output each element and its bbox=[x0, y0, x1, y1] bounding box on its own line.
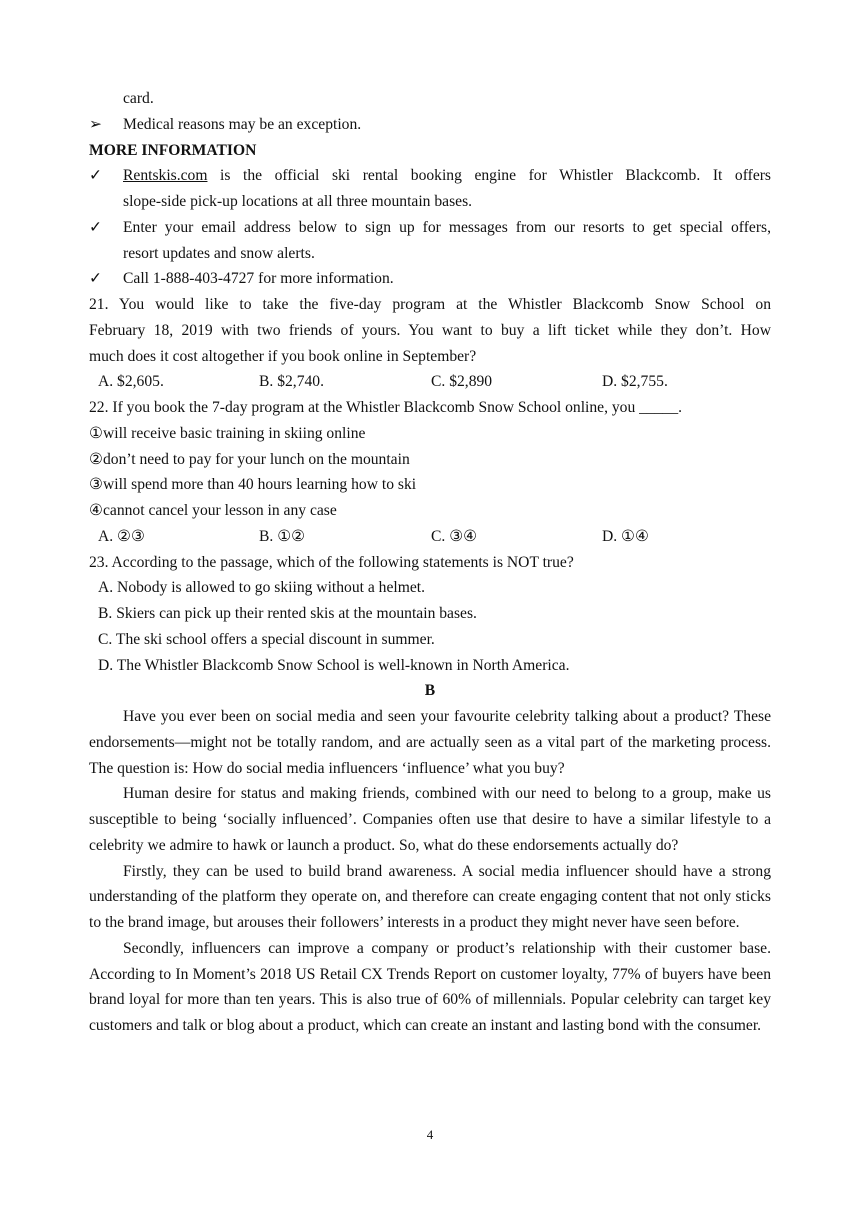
arrow-bullet-icon: ➢ bbox=[89, 115, 103, 133]
check-text-line: Call 1-888-403-4727 for more information. bbox=[123, 270, 394, 288]
rentskis-link[interactable]: Rentskis.com bbox=[123, 167, 208, 185]
check-text-line: Rentskis.com is the official ski rental booking engine for Whistler Blackcomb. It offers bbox=[123, 167, 771, 185]
option-d: D. The Whistler Blackcomb Snow School is well-known in North America. bbox=[98, 656, 570, 674]
check-item bbox=[89, 163, 771, 215]
checkmark-icon: ✓ bbox=[89, 270, 103, 288]
option-c: C. $2,890 bbox=[431, 373, 493, 391]
question-22-statement: ②don’t need to pay for your lunch on the mountain bbox=[89, 450, 410, 468]
option-d: D. ①④ bbox=[602, 527, 650, 545]
option-b: B. ①② bbox=[259, 527, 306, 545]
text-line: card. bbox=[123, 90, 154, 107]
check-text-line: Enter your email address below to sign up for messages from our resorts to get special offers, bbox=[123, 218, 771, 236]
bullet-text: Medical reasons may be an exception. bbox=[123, 115, 362, 133]
option-c: C. The ski school offers a special discount in summer. bbox=[98, 630, 435, 648]
question-22-stem: 22. If you book the 7-day program at the Whistler Blackcomb Snow School online, you _____. bbox=[89, 399, 683, 416]
question-22-statement: ③will spend more than 40 hours learning how to ski bbox=[89, 476, 417, 494]
passage-paragraph: Firstly, they can be used to build brand awareness. A social media influencer should have a strong understanding of the platform they operate on, and therefore can create engaging content that not only sticks to the brand image, but arouses their followers’ interests in a product they might never have seen before. bbox=[89, 862, 771, 931]
bullet-item bbox=[89, 112, 771, 138]
check-item bbox=[89, 266, 771, 292]
check-item bbox=[89, 215, 771, 267]
option-b: B. $2,740. bbox=[259, 373, 324, 391]
passage-paragraph: Secondly, influencers can improve a company or product’s relationship with their customer base. According to In Moment’s 2018 US Retail CX Trends Report on customer loyalty, 77% of buyers have been brand loyal for more than ten years. This is also true of 60% of millennials. Popular celebrity can target key customers and talk or blog about a product, which can create an instant and lasting bond with the consumer. bbox=[89, 939, 771, 1034]
question-22-statement: ①will receive basic training in skiing online bbox=[89, 424, 366, 442]
checkmark-icon: ✓ bbox=[89, 167, 103, 185]
option-c: C. ③④ bbox=[431, 527, 478, 545]
question-23-stem: 23. According to the passage, which of the following statements is NOT true? bbox=[89, 553, 574, 571]
question-22-options bbox=[89, 524, 771, 550]
section-b-heading: B bbox=[424, 682, 436, 700]
option-a: A. $2,605. bbox=[98, 373, 164, 391]
passage-paragraph: Have you ever been on social media and seen your favourite celebrity talking about a product? These endorsements—might not be totally random, and are actually seen as a vital part of the marketing process. The question is: How do social media influencers ‘influence’ what you buy? bbox=[89, 708, 771, 777]
section-heading: MORE INFORMATION bbox=[89, 141, 257, 159]
question-21-line: much does it cost altogether if you book online in September? bbox=[89, 347, 477, 365]
check-text-line: slope-side pick-up locations at all three mountain bases. bbox=[123, 193, 473, 210]
question-21-line: 21. You would like to take the five-day program at the Whistler Blackcomb Snow School on bbox=[89, 296, 771, 313]
option-b: B. Skiers can pick up their rented skis at the mountain bases. bbox=[98, 605, 477, 622]
option-d: D. $2,755. bbox=[602, 373, 668, 391]
question-21-line: February 18, 2019 with two friends of yours. You want to buy a lift ticket while they don’t. How bbox=[89, 321, 771, 339]
option-a: A. Nobody is allowed to go skiing without a helmet. bbox=[98, 579, 426, 597]
document-page bbox=[89, 86, 771, 1039]
option-a: A. ②③ bbox=[98, 527, 146, 545]
question-22-statement: ④cannot cancel your lesson in any case bbox=[89, 502, 337, 519]
page-number: 4 bbox=[426, 1127, 434, 1142]
question-21-options bbox=[89, 369, 771, 395]
passage-paragraph: Human desire for status and making friends, combined with our need to belong to a group, make us susceptible to being ‘socially influenced’. Companies often use that desire to have a similar lifestyle to a celebrity we admire to hawk or launch a product. So, what do these endorsements actually do? bbox=[89, 785, 771, 854]
checkmark-icon: ✓ bbox=[89, 218, 103, 236]
check-text-line: resort updates and snow alerts. bbox=[123, 244, 315, 262]
